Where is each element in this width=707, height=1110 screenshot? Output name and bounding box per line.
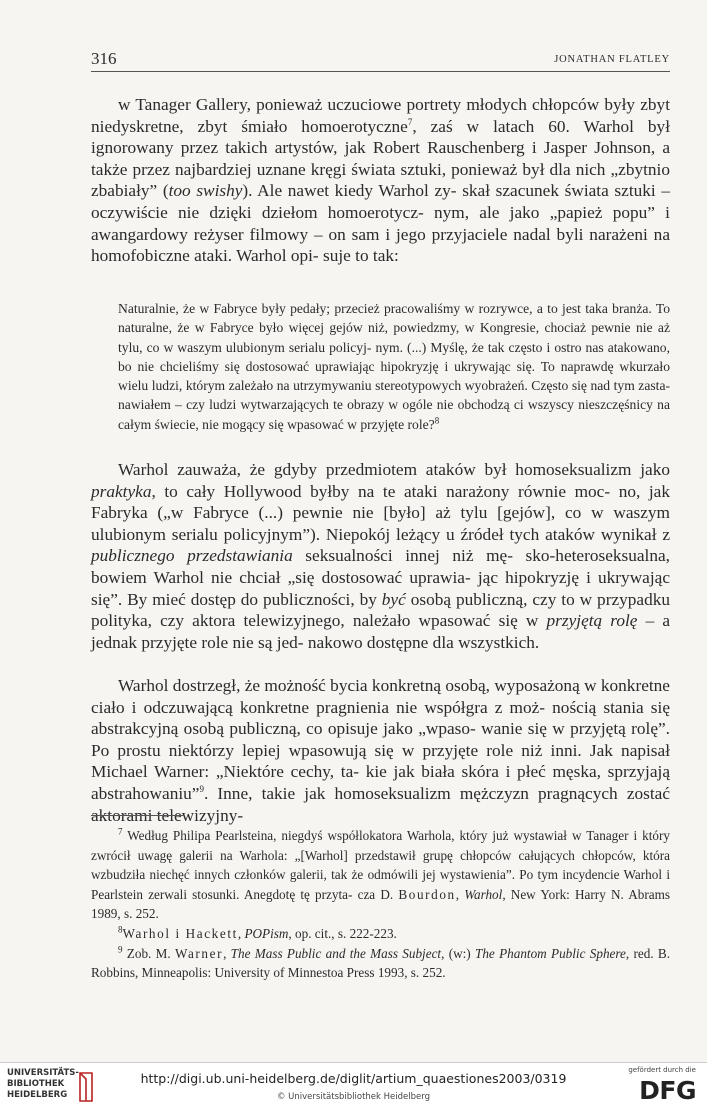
footnote-7: $^7$ Według Philipa Pearlsteina, niegdyś współlokatora Warhola, który już wystawiał w Tanager i który zwrócił uwagę galerii na Warhola: „[Warhol] przedstawił grupę chłopców całujących chłopców, która wzbudziła niechęć innych członków galerii, tak że odmówili jej wystawienia”. Po tym incydencie Warhol i Pearlstein zerwali stosunki. Anegdotę tę przyta- cza D. Bourdon, Warhol, New York: Harry N. Abrams 1989, s. 252. xyxy=(91,826,671,922)
funded-by-label: gefördert durch die xyxy=(628,1066,696,1074)
paragraph-1-text: w Tanager Gallery, ponieważ uczuciowe portrety młodych chłopców były zbyt niedyskretne, zbyt śmiało homoerotyczne$^7$, zaś w latach 60. Warhol był ignorowany przez takich artystów, jak Robert Rauschenberg i Jasper Johnson, a także przez najbardziej uznane kręgi świata sztuki, ponieważ był dla nich „zbytnio zbabiały” (too swishy). Ale nawet kiedy Warhol zy- skał szacunek świata sztuki – oczywiście nie dzięki dziełom homoerotycz- nym, ale jako „papież popu” i awangardowy reżyser filmowy – on sam i jego przyjaciele nadal byli narażeni na homofobiczne ataki. Warhol opi- suje to tak: xyxy=(91,95,671,266)
page-header xyxy=(91,49,670,72)
footnote-ref-7: 7 xyxy=(407,116,413,127)
digitization-footer xyxy=(0,1062,707,1110)
paragraph-2-text: Warhol zauważa, że gdyby przedmiotem ataków był homoseksualizm jako praktyka, to cały Hollywood byłby na te ataki narażony równie moc- no, jak Fabryka („w Fabryce (...) pewnie nie [było] aż tylu [gejów], co w waszym ulubionym serialu policyjnym”). Niepokój leżący u źródeł tych ataków wynikał z publicznego przedstawiania seksualności innej niż mę- sko-heteroseksualna, bowiem Warhol nie chciał „się dostosować uprawia- jąc hipokryzję i ukrywając się”. By mieć dostęp do publiczności, by być osobą publiczną, czy to w przypadku polityka, czy aktora telewizyjnego, należało wpasować się w przyjętą rolę – a jednak przyjęte role nie są jed- nakowo dostępne dla wszystkich. xyxy=(91,460,671,652)
block-quote: Naturalnie, że w Fabryce były pedały; przecież pracowaliśmy w rozrywce, a to jest taka branża. To naturalne, że w Fabryce było więcej gejów niż, powiedzmy, w Kongresie, chociaż pewnie nie aż tylu, co w waszym ulubionym serialu policyj- nym. (...) Myślę, że tak często i ostro nas atakowano, bo nie chcieliśmy się dostosować uprawiając hipokryzję i ukrywając się. To naprawdę wkurzało wielu ludzi, którym zależało na utrzymywaniu stereotypowych wyobrażeń. Często się nad tym zasta- nawiałem – czy ludzi wytwarzających te obrazy w ogóle nie obchodzą ci wszyscy nieszczęśnicy na całym świecie, nie mogący się wpasować w przyjęte role?$^8$ xyxy=(118,301,671,432)
paragraph-1 xyxy=(91,94,670,267)
footnote-ref-9: 9 xyxy=(199,784,204,795)
paragraph-3 xyxy=(91,675,670,826)
footnotes xyxy=(91,826,670,983)
paragraph-3-text: Warhol dostrzegł, że możność bycia konkretną osobą, wyposażoną w konkretne ciało i odczuwającą konkretne pragnienia nie współgra z moż- nością stania się abstrakcyjną osobą publiczną, co opisuje jako „wpaso- wanie się w przyjętą rolę”. Po prostu niektórzy lepiej wpasowują się w przyjęte role niż inni. Jak napisał Michael Warner: „Niektóre cechy, ta- kie jak biała skóra i płeć męska, sprzyjają abstrahowaniu”$^9$. Inne, takie jak homoseksualizm mężczyzn pragnących zostać aktorami telewizyjny- xyxy=(91,676,671,825)
dfg-logo: DFG xyxy=(639,1076,696,1105)
footnote-9: $^9$ Zob. M. Warner, The Mass Public and the Mass Subject, (w:) The Phantom Public Sphere, red. B. Robbins, Minneapolis: University of Minnestoa Press 1993, s. 252. xyxy=(91,944,671,981)
footnote-divider xyxy=(91,815,184,816)
footnote-ref-8: 8 xyxy=(434,415,440,426)
page-number: 316 xyxy=(91,49,117,68)
paragraph-2 xyxy=(91,459,670,653)
running-head: JONATHAN FLATLEY xyxy=(554,54,670,65)
footnote-8: $^8$Warhol i Hackett, POPism, op. cit., s. 222-223. xyxy=(118,924,397,941)
source-url[interactable]: http://digi.ub.uni-heidelberg.de/diglit/artium_quaestiones2003/0319 xyxy=(140,1071,567,1086)
library-name: UNIVERSITÄTS- BIBLIOTHEK HEIDELBERG xyxy=(7,1068,79,1100)
copyright: © Universitätsbibliothek Heidelberg xyxy=(276,1092,430,1102)
